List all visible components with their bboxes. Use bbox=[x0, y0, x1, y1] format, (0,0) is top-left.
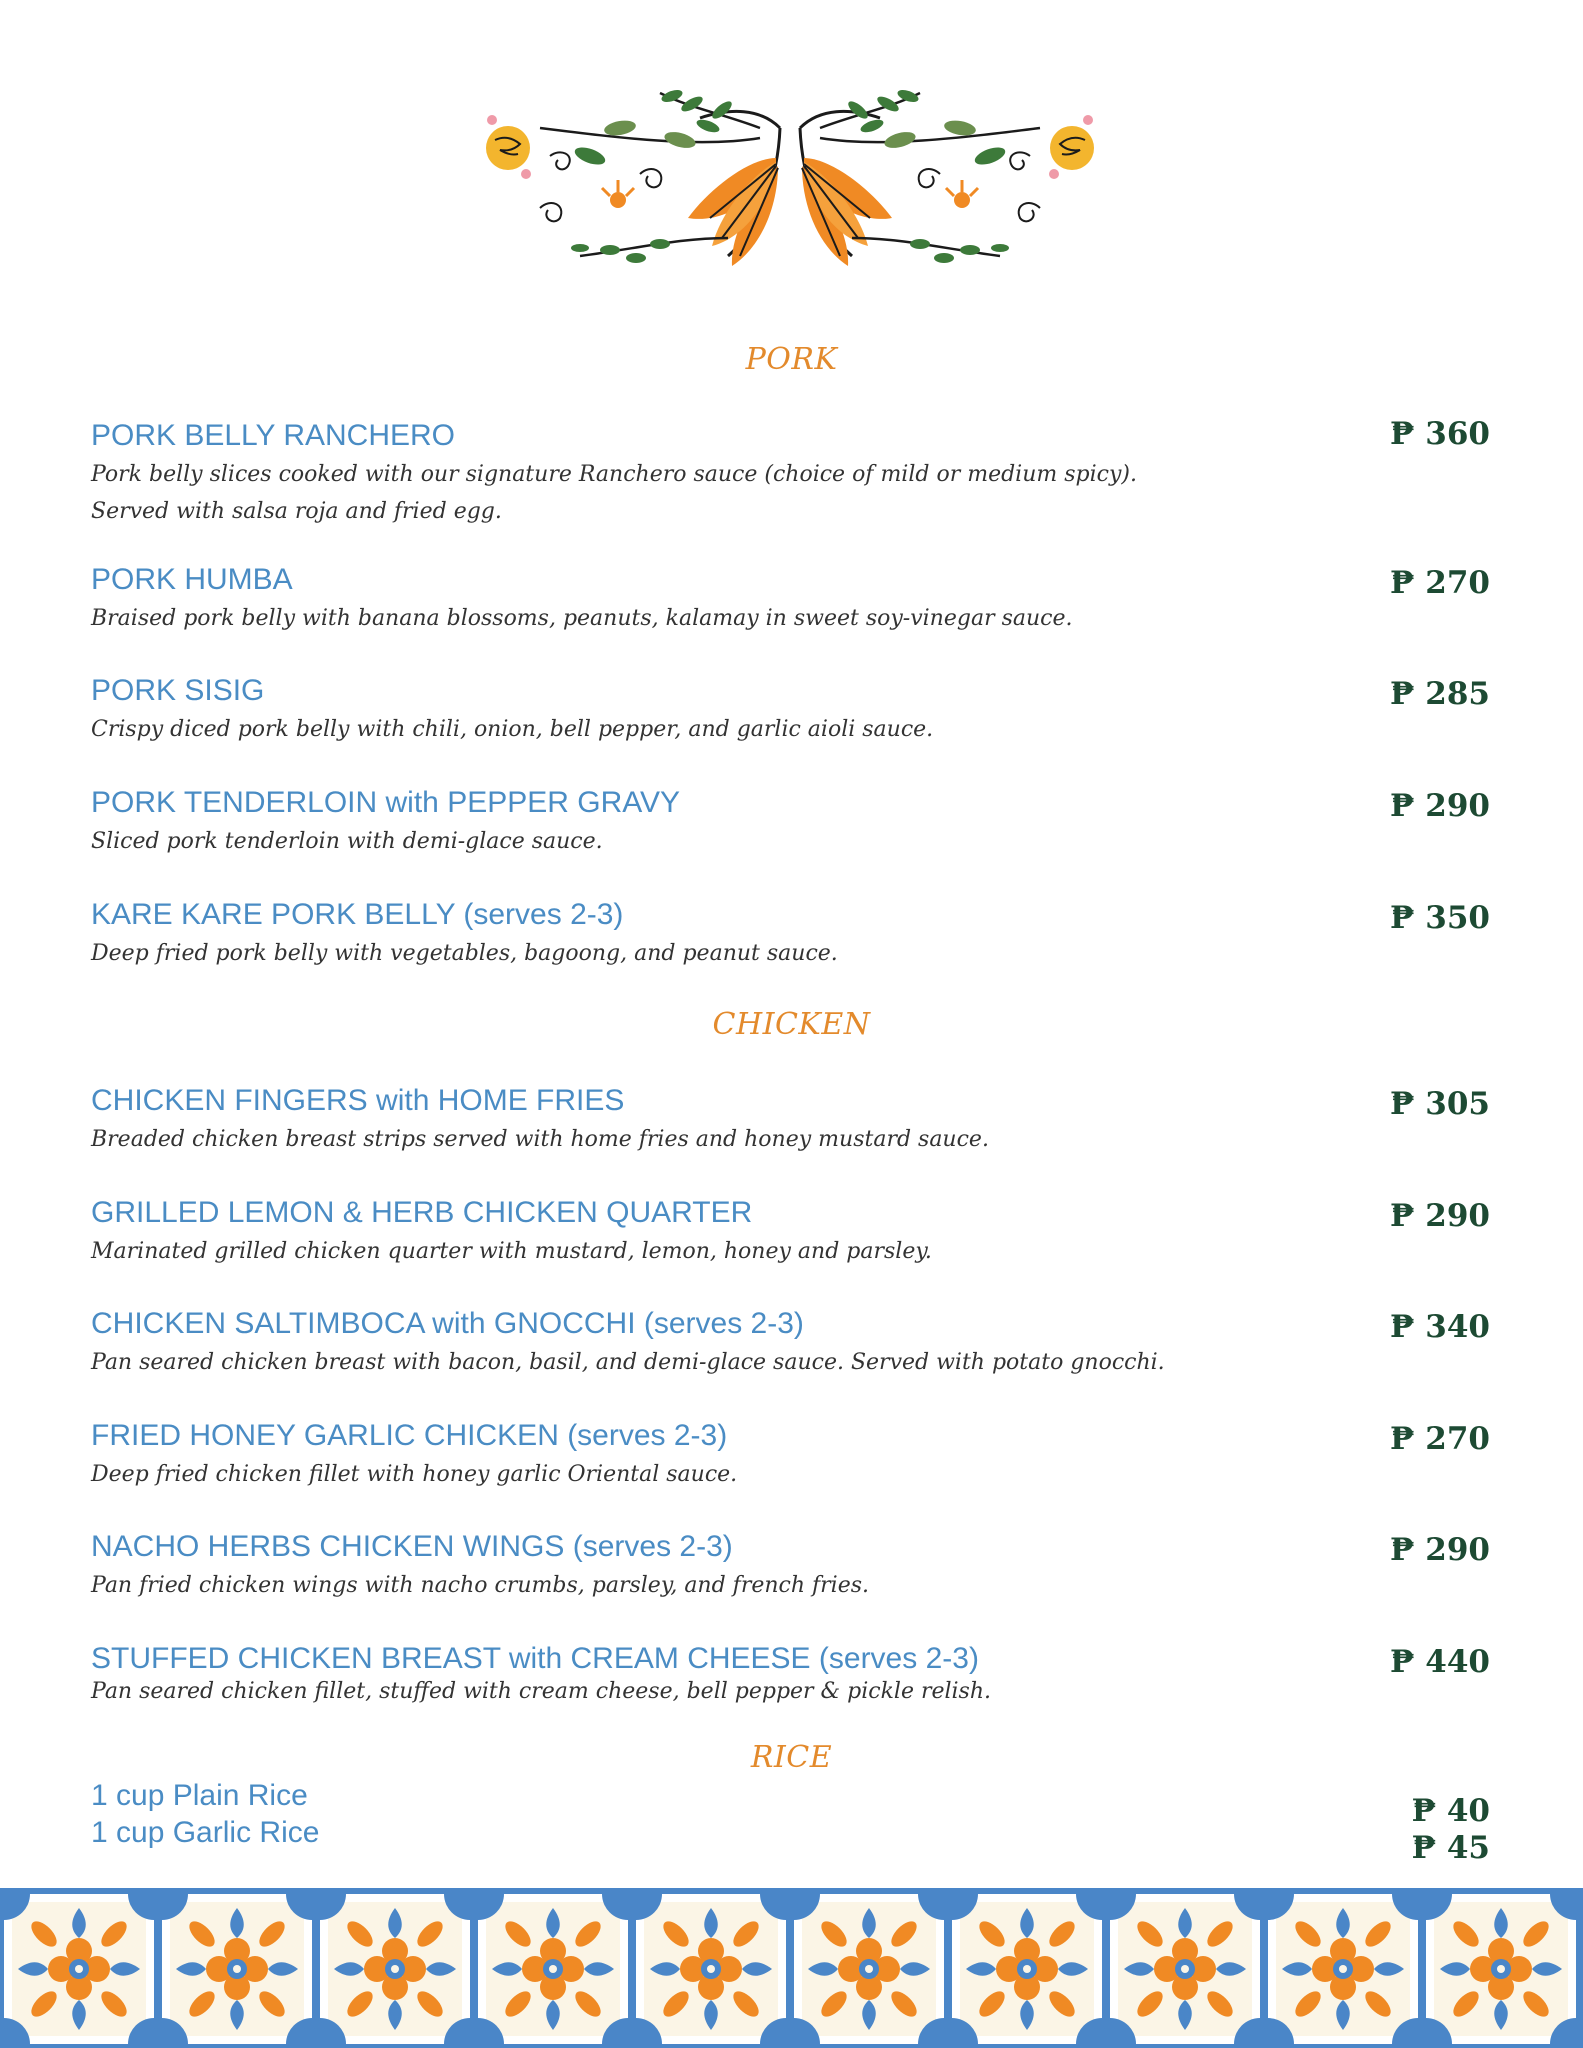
section-title-rice: RICE bbox=[750, 1740, 833, 1775]
talavera-tile-icon bbox=[158, 1888, 316, 2048]
item-name: 1 cup Garlic Rice bbox=[91, 1816, 320, 1849]
item-price: ₱ 290 bbox=[1390, 788, 1490, 824]
talavera-tile-icon bbox=[0, 1888, 158, 2048]
item-name: PORK HUMBA bbox=[91, 563, 293, 596]
item-name: PORK SISIG bbox=[91, 674, 265, 707]
item-price: ₱ 290 bbox=[1390, 1198, 1490, 1234]
menu-item-kare-kare bbox=[91, 897, 1491, 972]
menu-item-pork-tenderloin bbox=[91, 785, 1491, 860]
item-name: 1 cup Plain Rice bbox=[91, 1779, 308, 1812]
talavera-tile-icon bbox=[474, 1888, 632, 2048]
item-price: ₱ 285 bbox=[1390, 676, 1490, 712]
item-price: ₱ 360 bbox=[1390, 416, 1490, 452]
item-description: Braised pork belly with banana blossoms, peanuts, kalamay in sweet soy-vinegar sauce. bbox=[91, 606, 1073, 631]
item-description: Deep fried pork belly with vegetables, bagoong, and peanut sauce. bbox=[91, 941, 838, 966]
item-price: ₱ 290 bbox=[1390, 1532, 1490, 1568]
talavera-tile-icon bbox=[948, 1888, 1106, 2048]
item-name: STUFFED CHICKEN BREAST with CREAM CHEESE (serves 2-3) bbox=[91, 1642, 979, 1675]
item-name: CHICKEN SALTIMBOCA with GNOCCHI (serves 2-3) bbox=[91, 1307, 804, 1340]
menu-item-pork-belly-ranchero bbox=[91, 418, 1491, 530]
tile-border bbox=[0, 1888, 1583, 2048]
item-name: NACHO HERBS CHICKEN WINGS (serves 2-3) bbox=[91, 1530, 733, 1563]
item-name: KARE KARE PORK BELLY (serves 2-3) bbox=[91, 898, 624, 931]
item-price: ₱ 440 bbox=[1390, 1644, 1490, 1680]
item-price: ₱ 350 bbox=[1390, 900, 1490, 936]
section-title-chicken: CHICKEN bbox=[712, 1007, 871, 1042]
item-description: Deep fried chicken fillet with honey garlic Oriental sauce. bbox=[91, 1462, 738, 1487]
item-description: Pan seared chicken fillet, stuffed with cream cheese, bell pepper & pickle relish. bbox=[91, 1679, 992, 1704]
menu-item-rice bbox=[91, 1777, 1491, 1851]
item-description: Sliced pork tenderloin with demi-glace sauce. bbox=[91, 829, 603, 854]
talavera-tile-icon bbox=[1264, 1888, 1422, 2048]
talavera-tile-icon bbox=[632, 1888, 790, 2048]
item-price: ₱ 270 bbox=[1390, 1421, 1490, 1457]
item-description: Crispy diced pork belly with chili, onion, bell pepper, and garlic aioli sauce. bbox=[91, 717, 934, 742]
item-price: ₱ 45 bbox=[1411, 1830, 1490, 1866]
menu-item-nacho-wings bbox=[91, 1529, 1491, 1604]
item-name: CHICKEN FINGERS with HOME FRIES bbox=[91, 1084, 625, 1117]
item-name: PORK BELLY RANCHERO bbox=[91, 419, 455, 452]
floral-ornament-icon bbox=[460, 88, 1120, 278]
item-name: FRIED HONEY GARLIC CHICKEN (serves 2-3) bbox=[91, 1419, 728, 1452]
menu-item-grilled-lemon-chicken bbox=[91, 1195, 1491, 1270]
menu-item-chicken-fingers bbox=[91, 1083, 1491, 1158]
talavera-tile-icon bbox=[1422, 1888, 1580, 2048]
item-name: GRILLED LEMON & HERB CHICKEN QUARTER bbox=[91, 1196, 753, 1229]
talavera-tile-icon bbox=[316, 1888, 474, 2048]
menu-item-honey-garlic-chicken bbox=[91, 1418, 1491, 1493]
menu-item-pork-sisig bbox=[91, 673, 1491, 748]
item-price: ₱ 40 bbox=[1411, 1793, 1490, 1829]
menu-item-pork-humba bbox=[91, 562, 1491, 637]
item-price: ₱ 340 bbox=[1390, 1309, 1490, 1345]
item-name: PORK TENDERLOIN with PEPPER GRAVY bbox=[91, 786, 681, 819]
section-title-pork: PORK bbox=[745, 342, 838, 377]
item-description: Pan fried chicken wings with nacho crumbs, parsley, and french fries. bbox=[91, 1573, 870, 1598]
talavera-tile-icon bbox=[1106, 1888, 1264, 2048]
menu-item-stuffed-chicken bbox=[91, 1641, 1491, 1710]
item-description: Pan seared chicken breast with bacon, basil, and demi-glace sauce. Served with potato gnocchi. bbox=[91, 1350, 1165, 1375]
talavera-tile-icon bbox=[790, 1888, 948, 2048]
item-price: ₱ 270 bbox=[1390, 565, 1490, 601]
item-description: Pork belly slices cooked with our signature Ranchero sauce (choice of mild or medium spicy). bbox=[91, 462, 1137, 487]
item-description: Served with salsa roja and fried egg. bbox=[91, 499, 502, 524]
menu-item-chicken-saltimboca bbox=[91, 1306, 1491, 1381]
item-price: ₱ 305 bbox=[1390, 1086, 1490, 1122]
item-description: Breaded chicken breast strips served with home fries and honey mustard sauce. bbox=[91, 1127, 989, 1152]
item-description: Marinated grilled chicken quarter with mustard, lemon, honey and parsley. bbox=[91, 1239, 932, 1264]
